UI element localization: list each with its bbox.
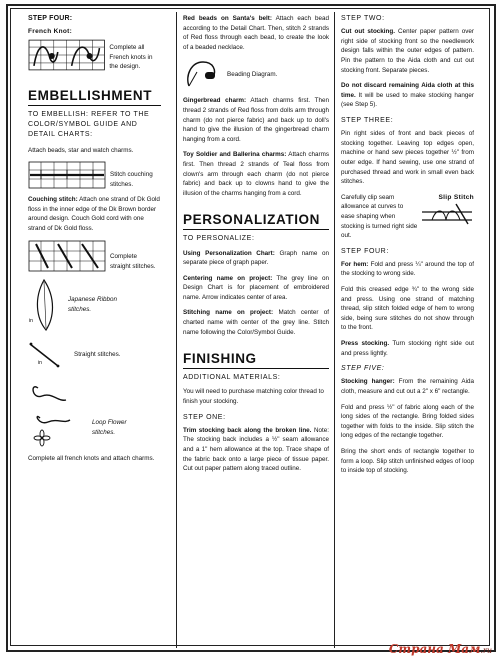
pin-text: Pin right sides of front and back pieces of stocking together. Leaving top edges open, machine or hand sew pieces together ½" from outer edge. If hand sewing, use one strand of purchased thread and work in small even back stitches. xyxy=(341,130,474,186)
clip-row xyxy=(341,193,474,241)
couching-illustration xyxy=(28,161,106,189)
hem-text: Fold and press ¼" around the top of the stocking to wrong side. xyxy=(341,260,474,278)
red-beads-text: Attach each bead according to the Detail Chart. Then, stitch 2 strands of Red floss through each bead, to create the look of a beaded necklace. xyxy=(183,15,330,51)
svg-text:in: in xyxy=(29,317,33,324)
straight-row xyxy=(28,240,161,272)
finishing-rule xyxy=(183,368,329,369)
watermark-suffix: .ru xyxy=(480,646,492,655)
materials-text: You will need to purchase matching color thread to finish your stocking. xyxy=(183,388,324,406)
beading-diagram-illustration xyxy=(183,58,223,90)
column-left xyxy=(28,14,161,469)
loop-row xyxy=(28,378,161,448)
cut-out-label: Cut out stocking. xyxy=(341,28,395,36)
additional-materials-label: ADDITIONAL MATERIALS: xyxy=(183,374,281,382)
watermark-text: Страна Мам xyxy=(388,642,481,656)
couching-label: Couching stitch: xyxy=(28,196,78,204)
centering-text: The grey line on Design Chart is for placement of embroidered name. Arrow indicates center of area. xyxy=(183,274,330,301)
stitching-name-label: Stitching name on project: xyxy=(183,309,274,317)
clip-text: Carefully clip seam allowance at curves to ease shaping when stocking is turned right side out. xyxy=(341,193,418,240)
beading-row xyxy=(183,58,329,90)
discard-text: It will be used to make stocking hanger (see Step 5). xyxy=(341,91,475,109)
trim-label: Trim stocking back along the broken line. xyxy=(183,426,312,434)
toy-charms-label: Toy Soldier and Ballerina charms: xyxy=(183,151,287,159)
step-one-label: STEP ONE: xyxy=(183,413,226,421)
attach-text: Attach beads, star and watch charms. xyxy=(28,146,134,154)
straight-stitches-illustration xyxy=(28,338,70,372)
centering-label: Centering name on project: xyxy=(183,274,273,282)
french-knot-illustration xyxy=(28,38,105,72)
beading-caption: Beading Diagram. xyxy=(227,70,278,78)
japanese-caption: Japanese Ribbon stitches. xyxy=(68,295,118,313)
french-knot-text: Complete all French knots in the design. xyxy=(109,44,153,71)
slip-stitch-illustration xyxy=(420,202,474,228)
trim-text: Note: The stocking back includes a ½" seam allowance and a 1" hem allowance at the top. Trace shape of the fabric back onto a large piece of tissue paper. Cut out paper pattern along traced outline. xyxy=(183,426,329,473)
straight-caption: Straight stitches. xyxy=(74,350,121,358)
straight-stitch-grid-illustration xyxy=(28,240,106,272)
hanger-label: Stocking hanger: xyxy=(341,378,395,386)
step-five-label: STEP FIVE: xyxy=(341,365,385,373)
svg-text:in: in xyxy=(38,359,42,366)
slip-stitch-figure xyxy=(420,193,474,241)
french-knot-row xyxy=(28,38,161,72)
slip-stitch-label: Slip Stitch xyxy=(438,193,474,201)
step-four-heading: STEP FOUR: xyxy=(28,15,73,22)
stitching-name-text: Match center of charted name with center of the grey line. Stitch name following the Color/Symbol Guide. xyxy=(183,309,330,336)
column-middle xyxy=(183,14,329,480)
straight-stitches-row xyxy=(28,338,161,372)
finishing-title: FINISHING xyxy=(183,351,257,367)
hanger-text: From the remaining Aida cloth, measure and cut out a 2" x 6" rectangle. xyxy=(341,378,474,396)
fold-text: Fold this creased edge ¾" to the wrong side and press. Using one strand of matching thread, slip stitch folded edge of hem to wrong side, being sure stitches do not show through to the front. xyxy=(341,286,474,332)
straight-complete-caption: Complete straight stitches. xyxy=(110,253,156,270)
personalization-rule xyxy=(183,229,329,230)
to-personalize-label: TO PERSONALIZE: xyxy=(183,235,255,243)
couching-row xyxy=(28,161,161,189)
discard-label: Do not discard remaining Aida cloth at this time. xyxy=(341,82,474,99)
press-label: Press stocking. xyxy=(341,340,390,348)
step-two-label: STEP TWO: xyxy=(341,15,385,22)
embellishment-rule xyxy=(28,105,161,106)
couching-text: Attach one strand of Dk Gold floss in the inner edge of the Dk Brown border around design. Couch Gold cord with one strand of Dk Gold floss. xyxy=(28,196,160,232)
japanese-ribbon-illustration xyxy=(28,278,64,332)
press-text: Turn stocking right side out and press lightly. xyxy=(341,340,474,357)
gingerbread-text: Attach charms first. Then thread 2 strands of Red floss from dolls arm through charm (do not pierce fabric) and back up to doll's hand to give the illusion of the gingerbread charm hanging from a cord. xyxy=(183,97,329,143)
using-chart-label: Using Personalization Chart: xyxy=(183,249,275,257)
japanese-row xyxy=(28,278,161,332)
step-three-label: STEP THREE: xyxy=(341,116,394,124)
toy-charms-text: Attach charms first. Then thread 2 strands of Teal floss from clown's arm through each charm (do not pierce fabric) and back up to clowns hand to give the illusion of the charms hanging from a cord. xyxy=(183,151,329,197)
hem-label: For hem: xyxy=(341,260,369,268)
using-chart-text: Graph name on separate piece of graph paper. xyxy=(183,249,330,267)
column-divider-2 xyxy=(334,12,335,648)
personalization-title: PERSONALIZATION xyxy=(183,212,320,228)
stitch-couching-caption: Stitch couching stitches. xyxy=(110,171,153,188)
complete-all-text: Complete all french knots and attach charms. xyxy=(28,454,155,462)
embellish-intro: TO EMBELLISH: REFER TO THE COLOR/SYMBOL GUIDE AND DETAIL CHARTS: xyxy=(28,111,150,139)
loop-caption: Loop Flower stitches. xyxy=(92,419,127,436)
site-watermark xyxy=(389,642,492,656)
loop-flower-illustration xyxy=(28,378,88,448)
step-four-label-right: STEP FOUR: xyxy=(341,247,389,255)
cut-out-text: Center paper pattern over right side of stocking front so the needlework design falls within the outer edges of pattern. Pin the pattern to the Aida cloth and cut out stocking front. Separate pieces. xyxy=(341,28,475,74)
fold-press-text: Fold and press ½" of fabric along each of the long sides of the rectangle. Bring folded sides together with folds to the inside. Slip stitch the long edges of the rectangle together. xyxy=(341,403,474,440)
embellishment-title: EMBELLISHMENT xyxy=(28,88,153,103)
column-divider-1 xyxy=(176,12,177,648)
bring-text: Bring the short ends of rectangle together to form a loop. Slip stitch unfinished edges of loop to inside top of stocking. xyxy=(341,448,474,475)
gingerbread-label: Gingerbread charm: xyxy=(183,97,247,105)
red-beads-label: Red beads on Santa's belt: xyxy=(183,15,272,22)
french-knot-label: French Knot: xyxy=(28,27,73,35)
column-right xyxy=(341,14,474,482)
